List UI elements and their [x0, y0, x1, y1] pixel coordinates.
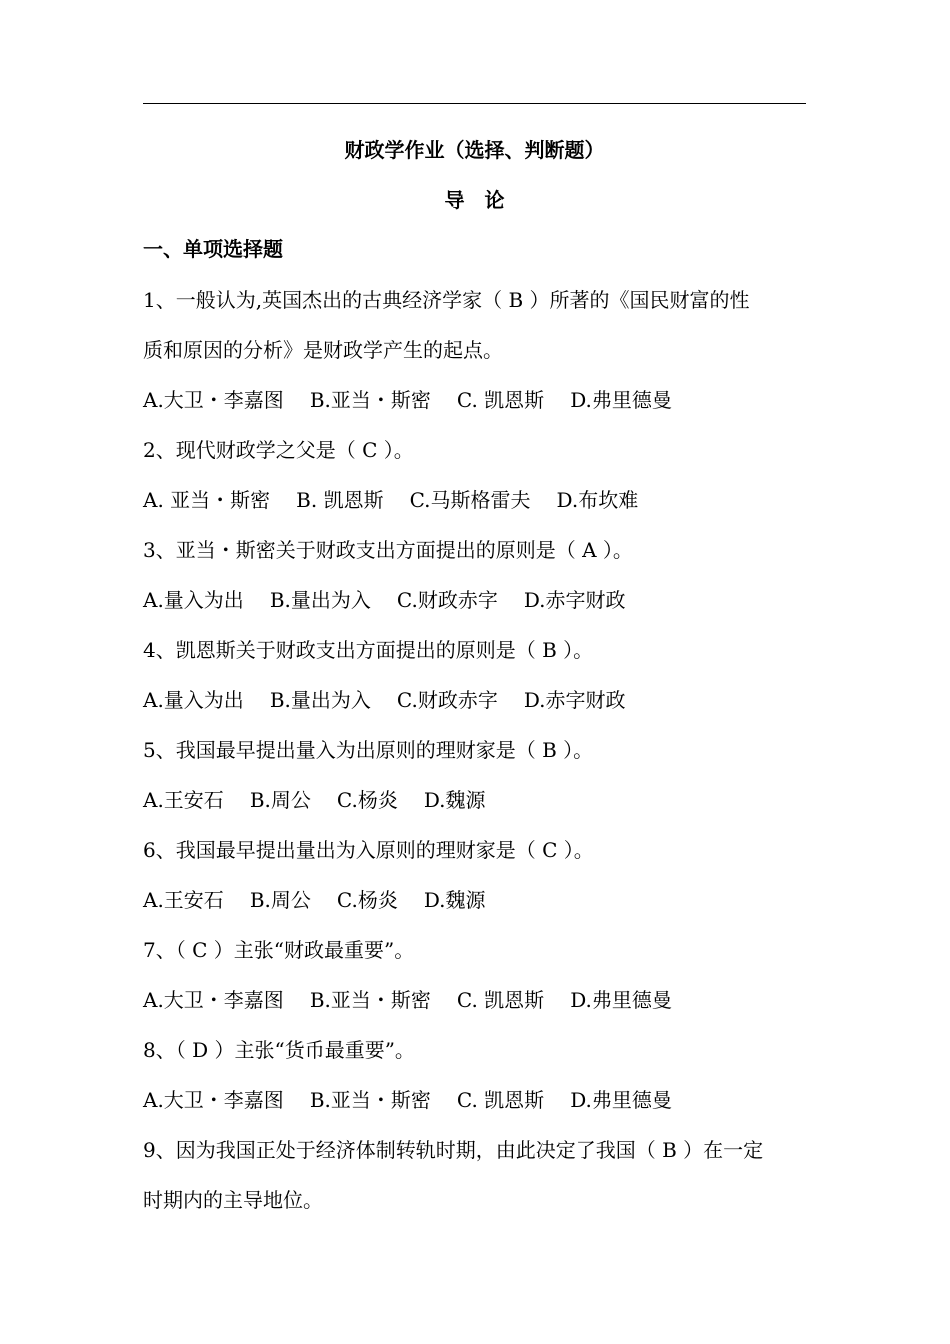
option-text: D.赤字财政 — [523, 588, 626, 612]
option-text: B.周公 — [249, 888, 311, 912]
question-text: 8、（ D ）主张“货币最重要”。 — [143, 1038, 415, 1062]
option-text: A.王安石 — [143, 888, 224, 912]
options-line — [143, 385, 808, 435]
option-text: C. 凯恩斯 — [456, 388, 545, 412]
option-text: C. 凯恩斯 — [456, 1088, 545, 1112]
document-title: 财政学作业（选择、判断题） — [344, 138, 605, 162]
option-text: A.大卫・李嘉图 — [143, 988, 284, 1012]
options-line — [143, 685, 808, 735]
option-text: D.魏源 — [423, 888, 486, 912]
option-text: B.亚当・斯密 — [309, 1088, 431, 1112]
option-text: D.弗里德曼 — [570, 388, 672, 412]
option-text: C.马斯格雷夫 — [409, 488, 531, 512]
option-text: A.量入为出 — [143, 588, 244, 612]
question-list — [143, 285, 808, 1235]
chapter-title: 导论 — [444, 188, 525, 212]
question-text: 7、（ C ）主张“财政最重要”。 — [143, 938, 415, 962]
option-text: B. 凯恩斯 — [296, 488, 384, 512]
header-rule — [143, 103, 806, 104]
options-line — [143, 585, 808, 635]
question-text: 1、一般认为,英国杰出的古典经济学家（ B ）所著的《国民财富的性 — [143, 288, 750, 312]
question-text: 5、我国最早提出量入为出原则的理财家是（ B ）。 — [143, 738, 594, 762]
options-line — [143, 1085, 808, 1135]
options-line — [143, 485, 808, 535]
option-text: A.大卫・李嘉图 — [143, 388, 284, 412]
option-text: D.弗里德曼 — [570, 1088, 672, 1112]
option-text: D.布坎难 — [556, 488, 639, 512]
option-text: A.王安石 — [143, 788, 224, 812]
option-text: B.量出为入 — [269, 588, 371, 612]
option-text: C.杨炎 — [336, 788, 398, 812]
option-text: C.财政赤字 — [396, 588, 498, 612]
option-text: D.魏源 — [423, 788, 486, 812]
option-text: B.亚当・斯密 — [309, 388, 431, 412]
option-text: B.亚当・斯密 — [309, 988, 431, 1012]
option-text: D.弗里德曼 — [570, 988, 672, 1012]
option-text: C.杨炎 — [336, 888, 398, 912]
option-text: B.量出为入 — [269, 688, 371, 712]
options-line — [143, 885, 808, 935]
option-text: A.大卫・李嘉图 — [143, 1088, 284, 1112]
question-text: 9、因为我国正处于经济体制转轨时期，由此决定了我国（ B ）在一定 — [143, 1138, 764, 1162]
question-text: 4、凯恩斯关于财政支出方面提出的原则是（ B ）。 — [143, 638, 594, 662]
question-text: 质和原因的分析》是财政学产生的起点。 — [143, 338, 503, 362]
document-page — [143, 0, 808, 1344]
options-line — [143, 985, 808, 1035]
question-text: 3、亚当・斯密关于财政支出方面提出的原则是（ A ）。 — [143, 538, 633, 562]
option-text: A. 亚当・斯密 — [143, 488, 271, 512]
question-text: 6、我国最早提出量出为入原则的理财家是（ C ）。 — [143, 838, 594, 862]
option-text: C. 凯恩斯 — [456, 988, 545, 1012]
section-heading: 一、单项选择题 — [143, 237, 283, 261]
option-text: A.量入为出 — [143, 688, 244, 712]
question-text: 时期内的主导地位。 — [143, 1188, 323, 1212]
options-line — [143, 785, 808, 835]
option-text: B.周公 — [249, 788, 311, 812]
question-text: 2、现代财政学之父是（ C ）。 — [143, 438, 414, 462]
option-text: C.财政赤字 — [396, 688, 498, 712]
option-text: D.赤字财政 — [523, 688, 626, 712]
